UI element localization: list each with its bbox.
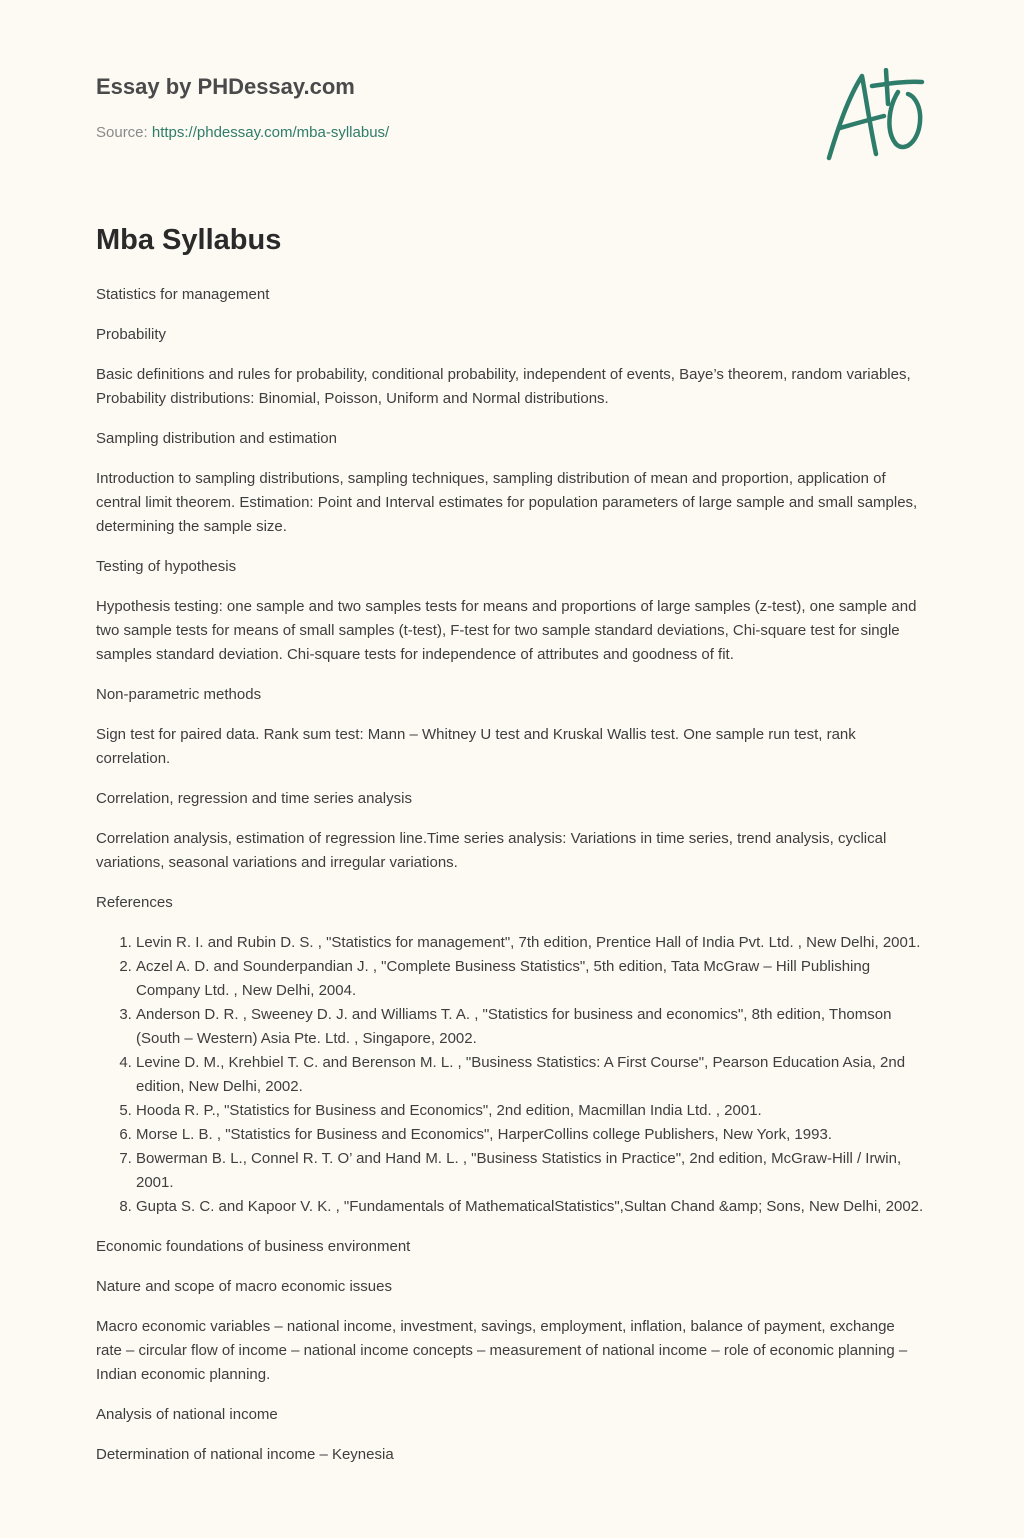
- reference-item: 6. Morse L. B. , "Statistics for Business and Economics", HarperCollins college Publishers, New York, 1993.: [136, 1123, 924, 1147]
- a-plus-logo-icon: [826, 68, 926, 164]
- site-brand: Essay by PHDessay.com: [96, 74, 355, 99]
- section-heading: Nature and scope of macro economic issues: [96, 1278, 392, 1295]
- paragraph: Macro economic variables – national income, investment, savings, employment, inflation, balance of payment, exchange rate – circular flow of income – national income concepts – measurement of national income – role of economic planning – Indian economic planning.: [96, 1318, 908, 1383]
- paragraph: Hypothesis testing: one sample and two samples tests for means and proportions of large samples (z-test), one sample and two sample tests for means of small samples (t-test), F-test for two sample standard deviations, Chi-square test for single samples standard deviation. Chi-square tests for independence of attributes and goodness of fit.: [96, 598, 917, 663]
- essay-body: [96, 283, 924, 1483]
- section-heading: Testing of hypothesis: [96, 558, 237, 575]
- section-heading: Non-parametric methods: [96, 686, 262, 703]
- section-heading: Sampling distribution and estimation: [96, 430, 337, 447]
- source-line: [96, 124, 389, 141]
- reference-item: 1. Levin R. I. and Rubin D. S. , "Statistics for management", 7th edition, Prentice Hall of India Pvt. Ltd. , New Delhi, 2001.: [136, 931, 924, 955]
- paragraph: Determination of national income – Keynesia: [96, 1446, 394, 1463]
- section-heading: Probability: [96, 326, 167, 343]
- section-heading: Analysis of national income: [96, 1406, 278, 1423]
- section-heading: Correlation, regression and time series analysis: [96, 790, 412, 807]
- section-heading: Economic foundations of business environment: [96, 1238, 411, 1255]
- references-list: [96, 931, 924, 1219]
- reference-item: 7. Bowerman B. L., Connel R. T. O’ and Hand M. L. , "Business Statistics in Practice", 2nd edition, McGraw-Hill / Irwin, 2001.: [136, 1147, 924, 1195]
- paragraph: Sign test for paired data. Rank sum test: Mann – Whitney U test and Kruskal Wallis test. One sample run test, rank correlation.: [96, 726, 856, 767]
- reference-item: 8. Gupta S. C. and Kapoor V. K. , "Fundamentals of MathematicalStatistics",Sultan Chand &amp; Sons, New Delhi, 2002.: [136, 1195, 924, 1219]
- references-heading: References: [96, 894, 173, 911]
- essay-title: Mba Syllabus: [96, 224, 282, 256]
- section-heading: Statistics for management: [96, 286, 270, 303]
- source-label: Source:: [96, 124, 152, 141]
- paragraph: Correlation analysis, estimation of regression line.Time series analysis: Variations in time series, trend analysis, cyclical variations, seasonal variations and irregular variations.: [96, 830, 887, 871]
- reference-item: 5. Hooda R. P., "Statistics for Business and Economics", 2nd edition, Macmillan India Ltd. , 2001.: [136, 1099, 924, 1123]
- paragraph: Introduction to sampling distributions, sampling techniques, sampling distribution of mean and proportion, application of central limit theorem. Estimation: Point and Interval estimates for population parameters of large sample and small samples, determining the sample size.: [96, 470, 918, 535]
- reference-item: 3. Anderson D. R. , Sweeney D. J. and Williams T. A. , "Statistics for business and economics", 8th edition, Thomson (South – Western) Asia Pte. Ltd. , Singapore, 2002.: [136, 1003, 924, 1051]
- source-link[interactable]: https://phdessay.com/mba-syllabus/: [151, 124, 390, 141]
- reference-item: 2. Aczel A. D. and Sounderpandian J. , "Complete Business Statistics", 5th edition, Tata McGraw – Hill Publishing Company Ltd. , New Delhi, 2004.: [136, 955, 924, 1003]
- reference-item: 4. Levine D. M., Krehbiel T. C. and Berenson M. L. , "Business Statistics: A First Course", Pearson Education Asia, 2nd edition, New Delhi, 2002.: [136, 1051, 924, 1099]
- paragraph: Basic definitions and rules for probability, conditional probability, independent of events, Baye’s theorem, random variables, Probability distributions: Binomial, Poisson, Uniform and Normal distributions.: [96, 366, 911, 407]
